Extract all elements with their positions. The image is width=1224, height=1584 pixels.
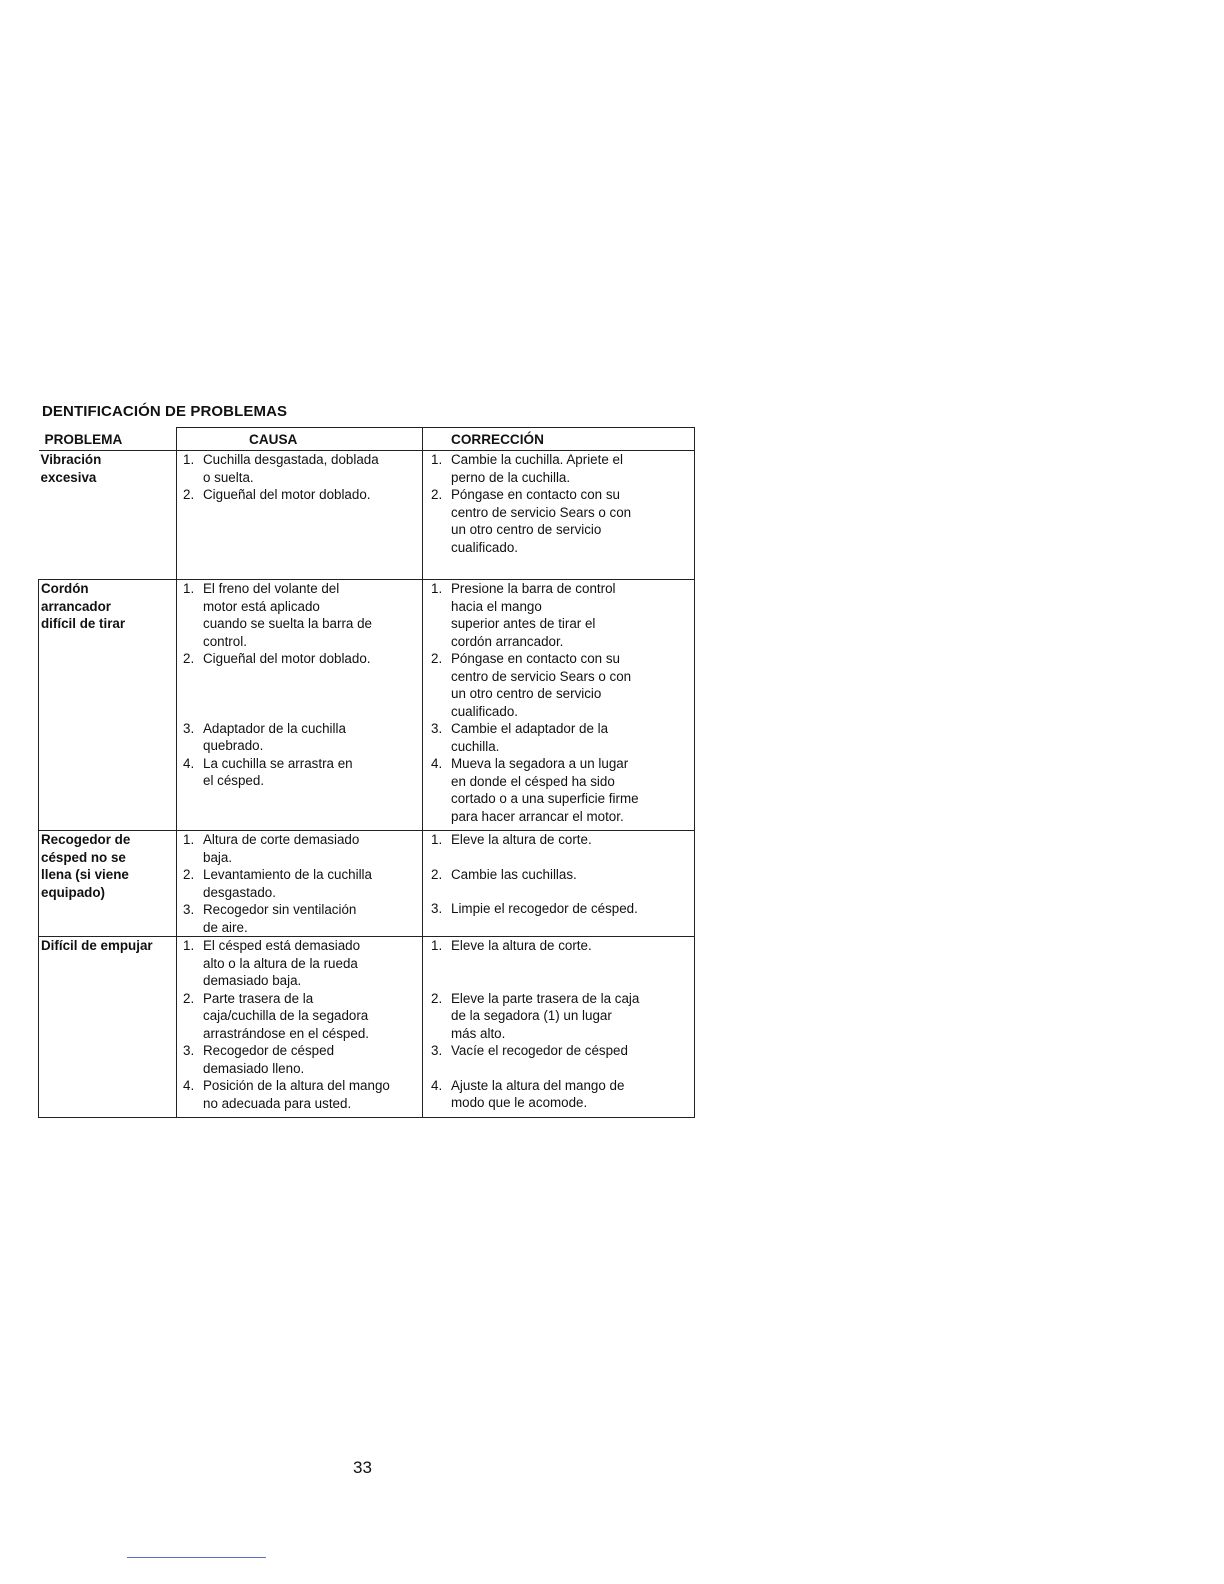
correction-cell xyxy=(423,831,695,937)
table-row xyxy=(39,580,695,831)
problem-label: Cordón arrancador difícil de tirar xyxy=(41,581,126,631)
item-number: 2. xyxy=(431,990,443,1006)
item-number: 2. xyxy=(431,487,443,502)
correction-item xyxy=(431,1077,694,1112)
item-number: 1. xyxy=(431,452,443,467)
cause-item xyxy=(183,866,422,901)
correction-item xyxy=(431,720,694,755)
item-text: Parte trasera de la caja/cuchilla de la segadora arrastrándose en el césped. xyxy=(203,990,369,1041)
item-text: Cambie las cuchillas. xyxy=(451,866,577,882)
correction-item xyxy=(431,580,694,650)
page-number: 33 xyxy=(353,1458,372,1477)
item-number: 3. xyxy=(183,1043,195,1058)
cause-item xyxy=(183,937,422,990)
correction-item xyxy=(431,990,694,1043)
cause-item xyxy=(183,486,422,504)
correction-cell xyxy=(423,937,695,1118)
item-text: Eleve la parte trasera de la caja de la segadora (1) un lugar más alto. xyxy=(451,990,640,1041)
cause-item xyxy=(183,990,422,1043)
item-number: 3. xyxy=(183,720,195,736)
table-header-row xyxy=(39,428,695,451)
correction-item xyxy=(431,900,694,918)
item-text: Levantamiento de la cuchilla desgastado. xyxy=(203,867,372,900)
header-correction: CORRECCIÓN xyxy=(423,428,695,451)
item-text: Póngase en contacto con su centro de servicio Sears o con un otro centro de servicio cualificado. xyxy=(451,487,632,555)
item-number: 4. xyxy=(183,1078,195,1093)
cause-cell xyxy=(177,580,423,831)
correction-item xyxy=(431,755,694,825)
item-number: 2. xyxy=(183,487,195,502)
correction-item xyxy=(431,650,694,720)
item-text: Póngase en contacto con su centro de servicio Sears o con un otro centro de servicio cualificado. xyxy=(451,651,632,719)
item-text: Altura de corte demasiado baja. xyxy=(203,832,360,865)
cause-cell xyxy=(177,451,423,580)
item-text: Cambie la cuchilla. Apriete el perno de la cuchilla. xyxy=(451,452,623,485)
correction-item xyxy=(431,451,694,486)
item-number: 2. xyxy=(183,990,195,1006)
item-number: 1. xyxy=(183,938,195,953)
problem-cell xyxy=(39,831,177,937)
correction-cell xyxy=(423,580,695,831)
troubleshooting-table xyxy=(38,427,695,1118)
item-number: 3. xyxy=(183,902,195,917)
cause-item xyxy=(183,831,422,866)
correction-cell xyxy=(423,451,695,580)
problem-label: Difícil de empujar xyxy=(41,938,153,953)
item-number: 3. xyxy=(431,1043,443,1058)
problem-label: Recogedor de césped no se llena (si viene equipado) xyxy=(41,832,131,900)
item-text: Cigueñal del motor doblado. xyxy=(203,487,371,502)
item-text: Eleve la altura de corte. xyxy=(451,832,592,847)
item-text: Mueva la segadora a un lugar en donde el césped ha sido cortado o a una superficie firme para hacer arrancar el motor. xyxy=(451,756,639,824)
item-text: Presione la barra de control hacia el mango superior antes de tirar el cordón arrancador. xyxy=(451,581,616,649)
cause-item xyxy=(183,1042,422,1077)
item-number: 4. xyxy=(183,755,195,771)
correction-item xyxy=(431,486,694,556)
item-text: Cuchilla desgastada, doblada o suelta. xyxy=(203,452,379,485)
table-row xyxy=(39,831,695,937)
correction-item xyxy=(431,866,694,884)
header-problem: PROBLEMA xyxy=(39,428,177,451)
problem-label: Vibración excesiva xyxy=(40,452,102,485)
item-number: 3. xyxy=(431,721,443,736)
section-title: DENTIFICACIÓN DE PROBLEMAS xyxy=(42,403,288,420)
table-row xyxy=(39,937,695,1118)
item-text: Eleve la altura de corte. xyxy=(451,938,592,953)
item-number: 1. xyxy=(183,832,195,847)
problem-cell xyxy=(39,580,177,831)
correction-item xyxy=(431,1042,694,1060)
item-number: 1. xyxy=(183,581,195,596)
problem-cell xyxy=(39,451,177,580)
item-text: Limpie el recogedor de césped. xyxy=(451,901,638,916)
item-text: La cuchilla se arrastra en el césped. xyxy=(203,755,353,788)
item-text: Adaptador de la cuchilla quebrado. xyxy=(203,720,346,753)
item-text: Recogedor de césped demasiado lleno. xyxy=(203,1043,335,1076)
item-text: El freno del volante del motor está aplicado cuando se suelta la barra de control. xyxy=(203,581,372,649)
cause-cell xyxy=(177,831,423,937)
item-text: Posición de la altura del mango no adecuada para usted. xyxy=(203,1078,390,1111)
item-text: Cambie el adaptador de la cuchilla. xyxy=(451,721,609,754)
cause-item xyxy=(183,901,422,936)
item-number: 1. xyxy=(431,832,443,847)
header-cause: CAUSA xyxy=(177,428,423,451)
item-text: Recogedor sin ventilación de aire. xyxy=(203,902,357,935)
cause-item xyxy=(183,720,422,755)
cause-item xyxy=(183,451,422,486)
cause-item xyxy=(183,650,422,668)
item-number: 1. xyxy=(431,938,443,953)
correction-item xyxy=(431,831,694,849)
item-text: Cigueñal del motor doblado. xyxy=(203,651,371,666)
cause-item xyxy=(183,580,422,650)
item-text: Vacíe el recogedor de césped xyxy=(451,1043,628,1058)
table-row xyxy=(39,451,695,580)
item-number: 1. xyxy=(431,581,443,596)
item-number: 3. xyxy=(431,901,443,916)
item-number: 2. xyxy=(183,651,195,666)
cause-item xyxy=(183,755,422,790)
item-number: 2. xyxy=(431,866,443,882)
item-text: Ajuste la altura del mango de modo que le acomode. xyxy=(451,1077,625,1110)
item-text: El césped está demasiado alto o la altura de la rueda demasiado baja. xyxy=(203,938,361,988)
item-number: 2. xyxy=(183,867,195,882)
footer-rule xyxy=(127,1557,266,1558)
problem-cell xyxy=(39,937,177,1118)
item-number: 2. xyxy=(431,651,443,666)
item-number: 1. xyxy=(183,452,195,467)
cause-item xyxy=(183,1077,422,1112)
item-number: 4. xyxy=(431,1077,443,1093)
correction-item xyxy=(431,937,694,955)
cause-cell xyxy=(177,937,423,1118)
item-number: 4. xyxy=(431,756,443,771)
